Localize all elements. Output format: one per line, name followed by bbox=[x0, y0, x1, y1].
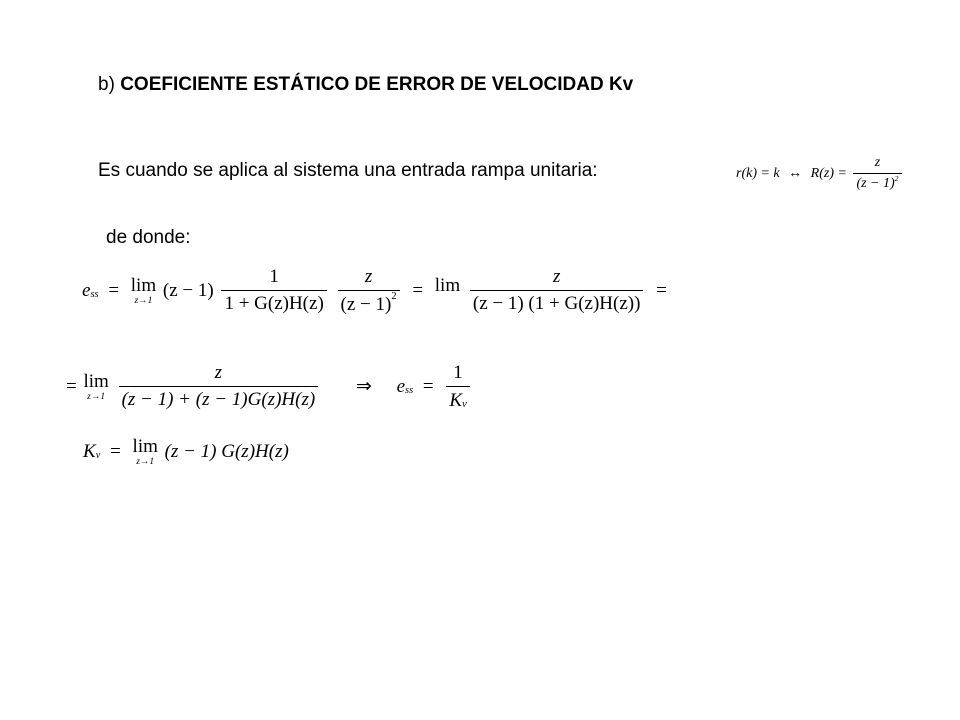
ramp-input-definition bbox=[736, 155, 905, 192]
equals-sign: = bbox=[110, 440, 121, 462]
combined-fraction: $\frac{z}{(z - 1) (1 + G(z)H(z))}$ bbox=[470, 266, 644, 315]
equivalence-arrow: ↔ bbox=[788, 165, 803, 181]
equals-sign: = bbox=[412, 279, 424, 301]
kv-symbol: Kv bbox=[83, 441, 101, 463]
velocity-error-constant-equation bbox=[83, 436, 289, 468]
intro-text: Es cuando se aplica al sistema una entrada rampa unitaria: bbox=[98, 160, 598, 181]
ramp-fraction bbox=[853, 155, 901, 192]
kv-reciprocal-fraction: $\frac{1}{Kv}$ bbox=[446, 362, 469, 412]
limit-operator: lim z→1 bbox=[83, 371, 109, 403]
ess-symbol: ess bbox=[82, 280, 99, 302]
ramp-numerator: z bbox=[853, 155, 901, 174]
ess-symbol: ess bbox=[396, 376, 414, 398]
steady-state-error-equation-2 bbox=[66, 362, 473, 412]
rz-label: R(z) = bbox=[810, 165, 847, 181]
z-minus-one-factor: (z − 1) bbox=[162, 279, 214, 301]
ramp-transform-fraction: $\frac{z}{(z - 1)2}$ bbox=[338, 266, 400, 316]
limit-operator: lim z→1 bbox=[132, 436, 158, 467]
equals-sign: = bbox=[108, 279, 120, 301]
steady-state-error-equation-1 bbox=[82, 266, 672, 316]
limit-operator: lim bbox=[434, 275, 461, 297]
kv-rhs: (z − 1) G(z)H(z) bbox=[164, 440, 289, 462]
de-donde-text: de donde: bbox=[106, 227, 191, 248]
closed-loop-fraction: $\frac{1}{1 + G(z)H(z)}$ bbox=[221, 266, 326, 315]
heading-prefix: b) bbox=[98, 74, 121, 95]
equals-sign: = bbox=[422, 375, 434, 397]
ramp-denominator: (z − 1)2 bbox=[856, 173, 899, 191]
limit-operator: lim z→1 bbox=[130, 275, 157, 307]
ramp-lhs: r(k) = k bbox=[736, 165, 780, 181]
slide-heading bbox=[98, 74, 633, 96]
expanded-fraction: $\frac{z}{(z - 1) + (z - 1)G(z)H(z)}$ bbox=[119, 362, 319, 411]
equals-sign: = bbox=[66, 375, 77, 397]
heading-title: COEFICIENTE ESTÁTICO DE ERROR DE VELOCIDAD Kv bbox=[120, 74, 634, 95]
equals-sign: = bbox=[656, 279, 667, 301]
implies-arrow-icon: ⇒ bbox=[355, 376, 372, 398]
